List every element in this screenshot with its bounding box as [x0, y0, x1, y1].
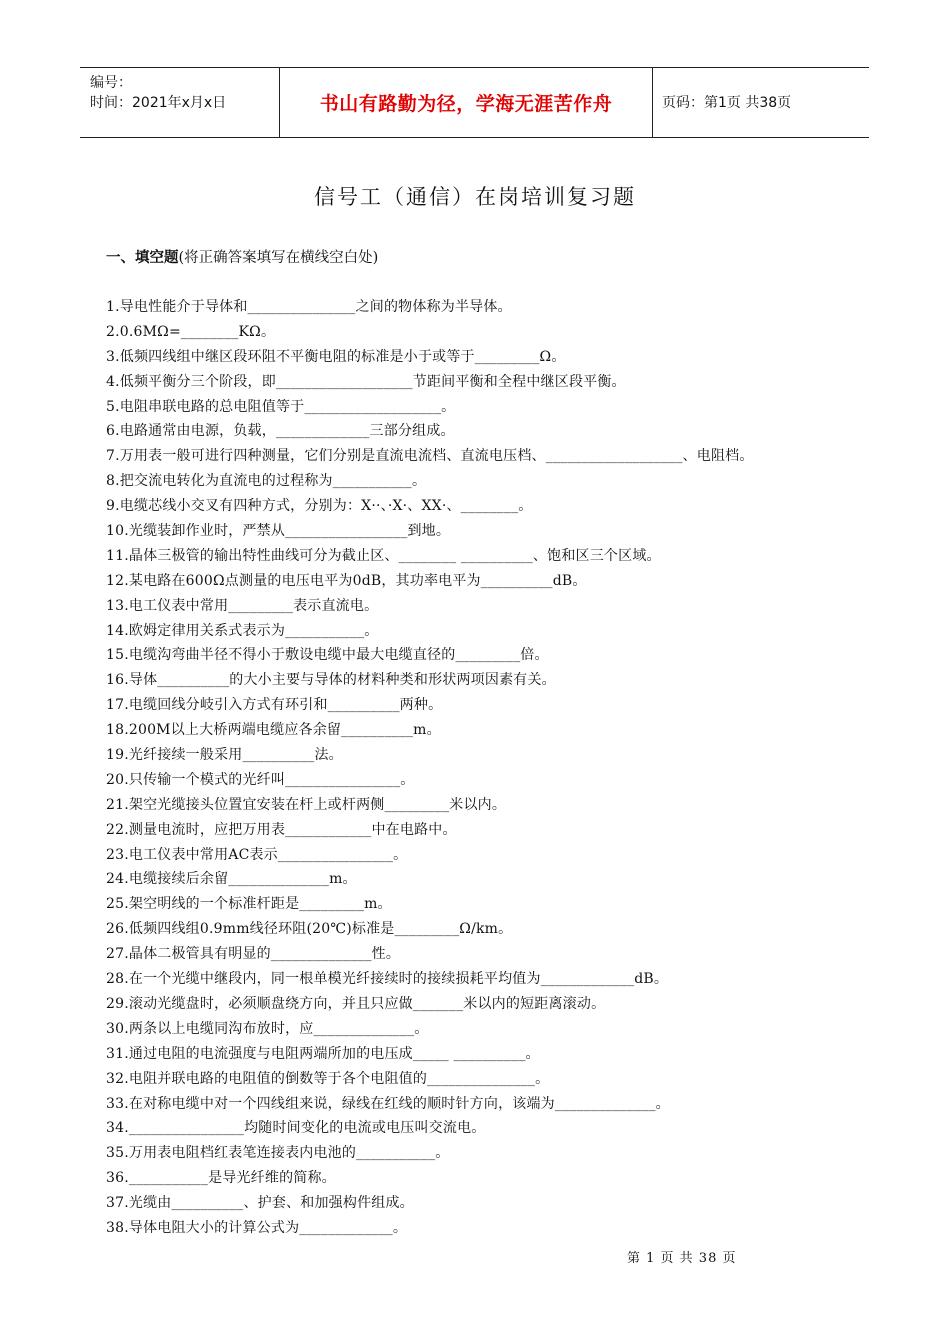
question-item: 12.某电路在600Ω点测量的电压电平为0dB，其功率电平为__________dB。 — [106, 572, 587, 589]
header-motto: 书山有路勤为径，学海无涯苦作舟 — [319, 93, 613, 115]
question-item: 14.欧姆定律用关系式表示为___________。 — [106, 622, 379, 639]
question-item: 13.电工仪表中常用_________表示直流电。 — [106, 597, 379, 614]
question-item: 24.电缆接续后余留______________m。 — [106, 871, 357, 888]
question-item: 18.200M以上大桥两端电缆应各余留__________m。 — [106, 722, 441, 739]
header-divider — [652, 68, 653, 137]
question-item: 23.电工仪表中常用AC表示________________。 — [106, 846, 408, 863]
question-item: 19.光纤接续一般采用__________法。 — [106, 747, 343, 764]
page-footer: 第 1 页 共 38 页 — [627, 1251, 737, 1266]
question-item: 26.低频四线组0.9mm线径环阻(20℃)标准是_________Ω/km。 — [106, 921, 513, 938]
number-label: 编号： — [90, 75, 132, 91]
question-item: 31.通过电阻的电流强度与电阻两端所加的电压成_____ __________。 — [106, 1045, 540, 1062]
header-table — [80, 67, 869, 138]
question-item: 8.把交流电转化为直流电的过程称为___________。 — [106, 473, 427, 490]
question-item: 2.0.6MΩ=________KΩ。 — [106, 323, 276, 340]
question-item: 30.两条以上电缆同沟布放时，应______________。 — [106, 1020, 429, 1037]
question-item: 32.电阻并联电路的电阻值的倒数等于各个电阻值的_______________。 — [106, 1070, 550, 1087]
question-item: 1.导电性能介于导体和_______________之间的物体称为半导体。 — [106, 299, 512, 315]
question-item: 9.电缆芯线小交叉有四种方式，分别为：X··、·X·、XX·、________。 — [106, 498, 533, 515]
question-item: 27.晶体二极管具有明显的______________性。 — [106, 946, 401, 963]
header-page-info: 页码：第1页 共38页 — [662, 95, 792, 111]
section-heading — [106, 246, 378, 267]
question-item: 4.低频平衡分三个阶段，即___________________节距间平衡和全程中继区段平衡。 — [106, 373, 626, 390]
question-item: 38.导体电阻大小的计算公式为_____________。 — [106, 1219, 408, 1236]
question-item: 21.架空光缆接头位置宜安装在杆上或杆两侧_________米以内。 — [106, 796, 507, 813]
question-item: 36.___________是导光纤维的简称。 — [106, 1170, 336, 1187]
question-item: 22.测量电流时，应把万用表____________中在电路中。 — [106, 821, 457, 838]
header-meta — [90, 73, 226, 113]
question-item: 20.只传输一个模式的光纤叫________________。 — [106, 771, 415, 788]
question-item: 7.万用表一般可进行四种测量，它们分别是直流电流档、直流电压档、___________________、电阻档。 — [106, 448, 754, 465]
question-item: 15.电缆沟弯曲半径不得小于敷设电缆中最大电缆直径的_________倍。 — [106, 647, 549, 664]
question-item: 11.晶体三极管的输出特性曲线可分为截止区、________ __________、饱和区三个区域。 — [106, 547, 661, 564]
question-item: 3.低频四线组中继区段环阻不平衡电阻的标准是小于或等于_________Ω。 — [106, 348, 566, 365]
question-item: 16.导体__________的大小主要与导体的材料种类和形状两项因素有关。 — [106, 672, 556, 689]
question-list — [106, 295, 866, 1241]
question-item: 6.电路通常由电源，负载，_____________三部分组成。 — [106, 423, 455, 440]
question-item: 33.在对称电缆中对一个四线组来说，绿线在红线的顺时针方向，该端为______________。 — [106, 1095, 670, 1112]
document-title: 信号工（通信）在岗培训复习题 — [314, 185, 636, 209]
question-item: 28.在一个光缆中继段内，同一根单模光纤接续时的接续损耗平均值为_____________dB。 — [106, 971, 669, 988]
question-item: 5.电阻串联电路的总电阻值等于___________________。 — [106, 398, 456, 415]
question-item: 25.架空明线的一个标准杆距是_________m。 — [106, 896, 392, 913]
section-title: 填空题 — [135, 250, 179, 266]
question-item: 10.光缆装卸作业时，严禁从_________________到地。 — [106, 523, 451, 540]
question-item: 37.光缆由__________、护套、和加强构件组成。 — [106, 1195, 414, 1212]
question-item: 34.________________均随时间变化的电流或电压叫交流电。 — [106, 1120, 486, 1137]
question-item: 35.万用表电阻档红表笔连接表内电池的___________。 — [106, 1145, 450, 1162]
section-number: 一、 — [106, 250, 135, 266]
time-label: 时间：2021年x月x日 — [90, 95, 227, 111]
question-item: 17.电缆回线分岐引入方式有环引和__________两种。 — [106, 697, 443, 714]
question-item: 29.滚动光缆盘时，必须顺盘绕方向，并且只应做_______米以内的短距离滚动。 — [106, 995, 606, 1012]
section-note: (将正确答案填写在横线空白处) — [178, 250, 379, 266]
